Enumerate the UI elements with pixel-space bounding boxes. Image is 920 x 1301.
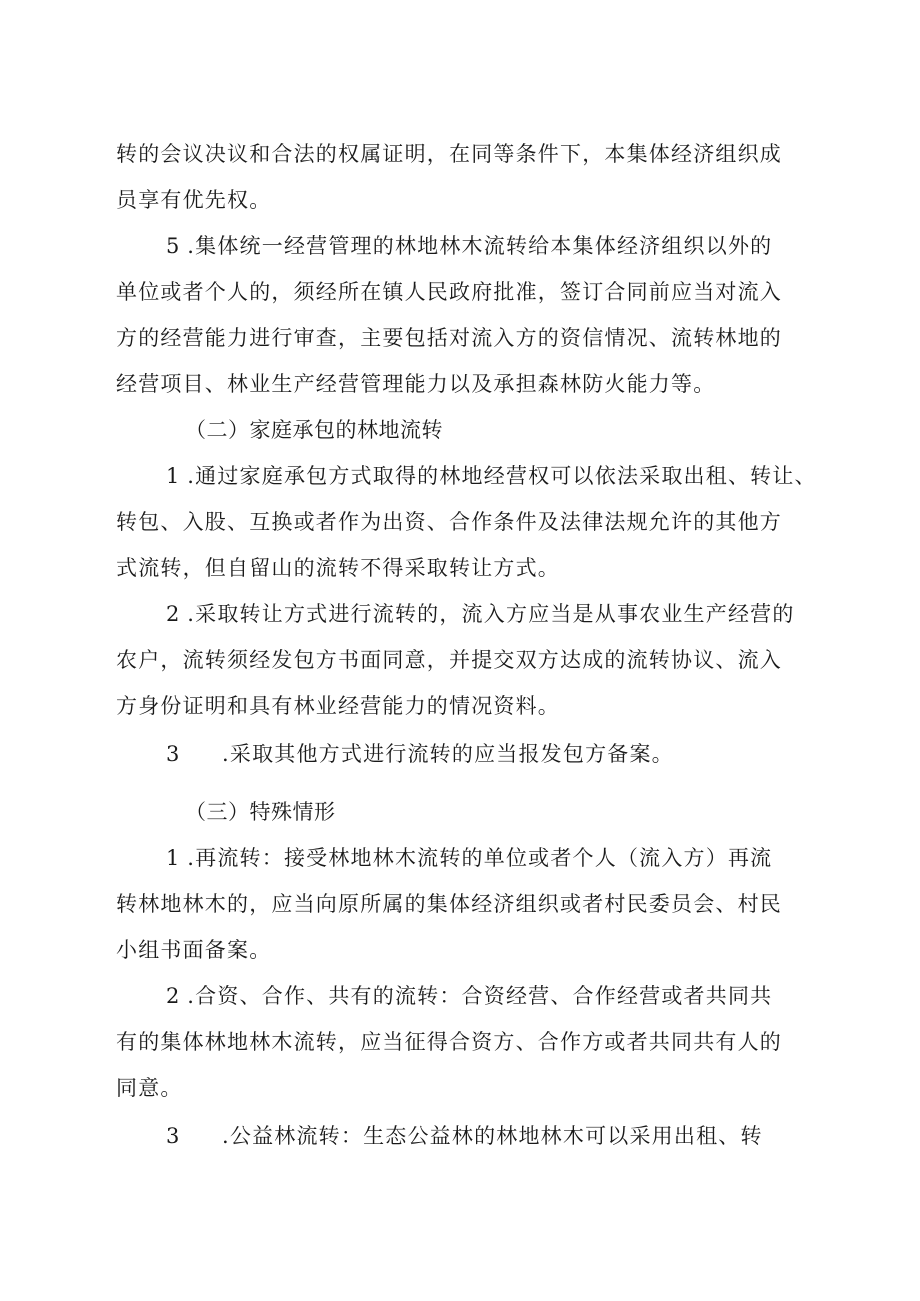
paragraph-line: 员享有优先权。 xyxy=(116,188,272,212)
paragraph-line: 转的会议决议和合法的权属证明，在同等条件下，本集体经济组织成 xyxy=(116,142,782,166)
paragraph-line: 方的经营能力进行审查，主要包括对流入方的资信情况、流转林地的 xyxy=(116,326,782,350)
list-item-2 xyxy=(166,982,772,1010)
paragraph-line: 经营项目、林业生产经营管理能力以及承担森林防火能力等。 xyxy=(116,372,716,396)
section-heading: （二）家庭承包的林地流转 xyxy=(185,418,443,442)
item-text: .通过家庭承包方式取得的林地经营权可以依法采取出租、转让、 xyxy=(187,464,817,488)
list-item-1 xyxy=(166,844,772,872)
item-number: 1 xyxy=(166,464,180,488)
item-text: .采取转让方式进行流转的，流入方应当是从事农业生产经营的 xyxy=(187,602,795,626)
paragraph-line: 单位或者个人的，须经所在镇人民政府批准，签订合同前应当对流入 xyxy=(116,280,782,304)
paragraph-line: 有的集体林地林木流转，应当征得合资方、合作方或者共同共有人的 xyxy=(116,1030,782,1054)
list-item-3 xyxy=(166,1122,763,1150)
item-number: 2 xyxy=(166,984,180,1008)
list-item-3 xyxy=(166,740,674,768)
paragraph-line: 转包、入股、互换或者作为出资、合作条件及法律法规允许的其他方 xyxy=(116,510,782,534)
paragraph-line: 方身份证明和具有林业经营能力的情况资料。 xyxy=(116,694,560,718)
paragraph-line: 小组书面备案。 xyxy=(116,938,272,962)
list-item-2 xyxy=(166,600,795,628)
section-heading: （三）特殊情形 xyxy=(185,800,336,824)
item-number: 5 xyxy=(166,234,180,258)
item-text: .集体统一经营管理的林地林木流转给本集体经济组织以外的 xyxy=(187,234,773,258)
item-number: 3 xyxy=(166,742,180,766)
paragraph-line: 同意。 xyxy=(116,1076,183,1100)
paragraph-line: 转林地林木的，应当向原所属的集体经济组织或者村民委员会、村民 xyxy=(116,892,782,916)
item-text: .再流转：接受林地林木流转的单位或者个人（流入方）再流 xyxy=(187,846,773,870)
item-text: .公益林流转：生态公益林的林地林木可以采用出租、转 xyxy=(222,1124,763,1148)
item-number: 2 xyxy=(166,602,180,626)
item-number: 3 xyxy=(166,1124,180,1148)
item-number: 1 xyxy=(166,846,180,870)
item-text: .合资、合作、共有的流转：合资经营、合作经营或者共同共 xyxy=(187,984,773,1008)
list-item-1 xyxy=(166,462,817,490)
item-text: .采取其他方式进行流转的应当报发包方备案。 xyxy=(222,742,674,766)
list-item-5 xyxy=(166,232,772,260)
paragraph-line: 式流转，但自留山的流转不得采取转让方式。 xyxy=(116,556,560,580)
paragraph-line: 农户，流转须经发包方书面同意，并提交双方达成的流转协议、流入 xyxy=(116,648,782,672)
